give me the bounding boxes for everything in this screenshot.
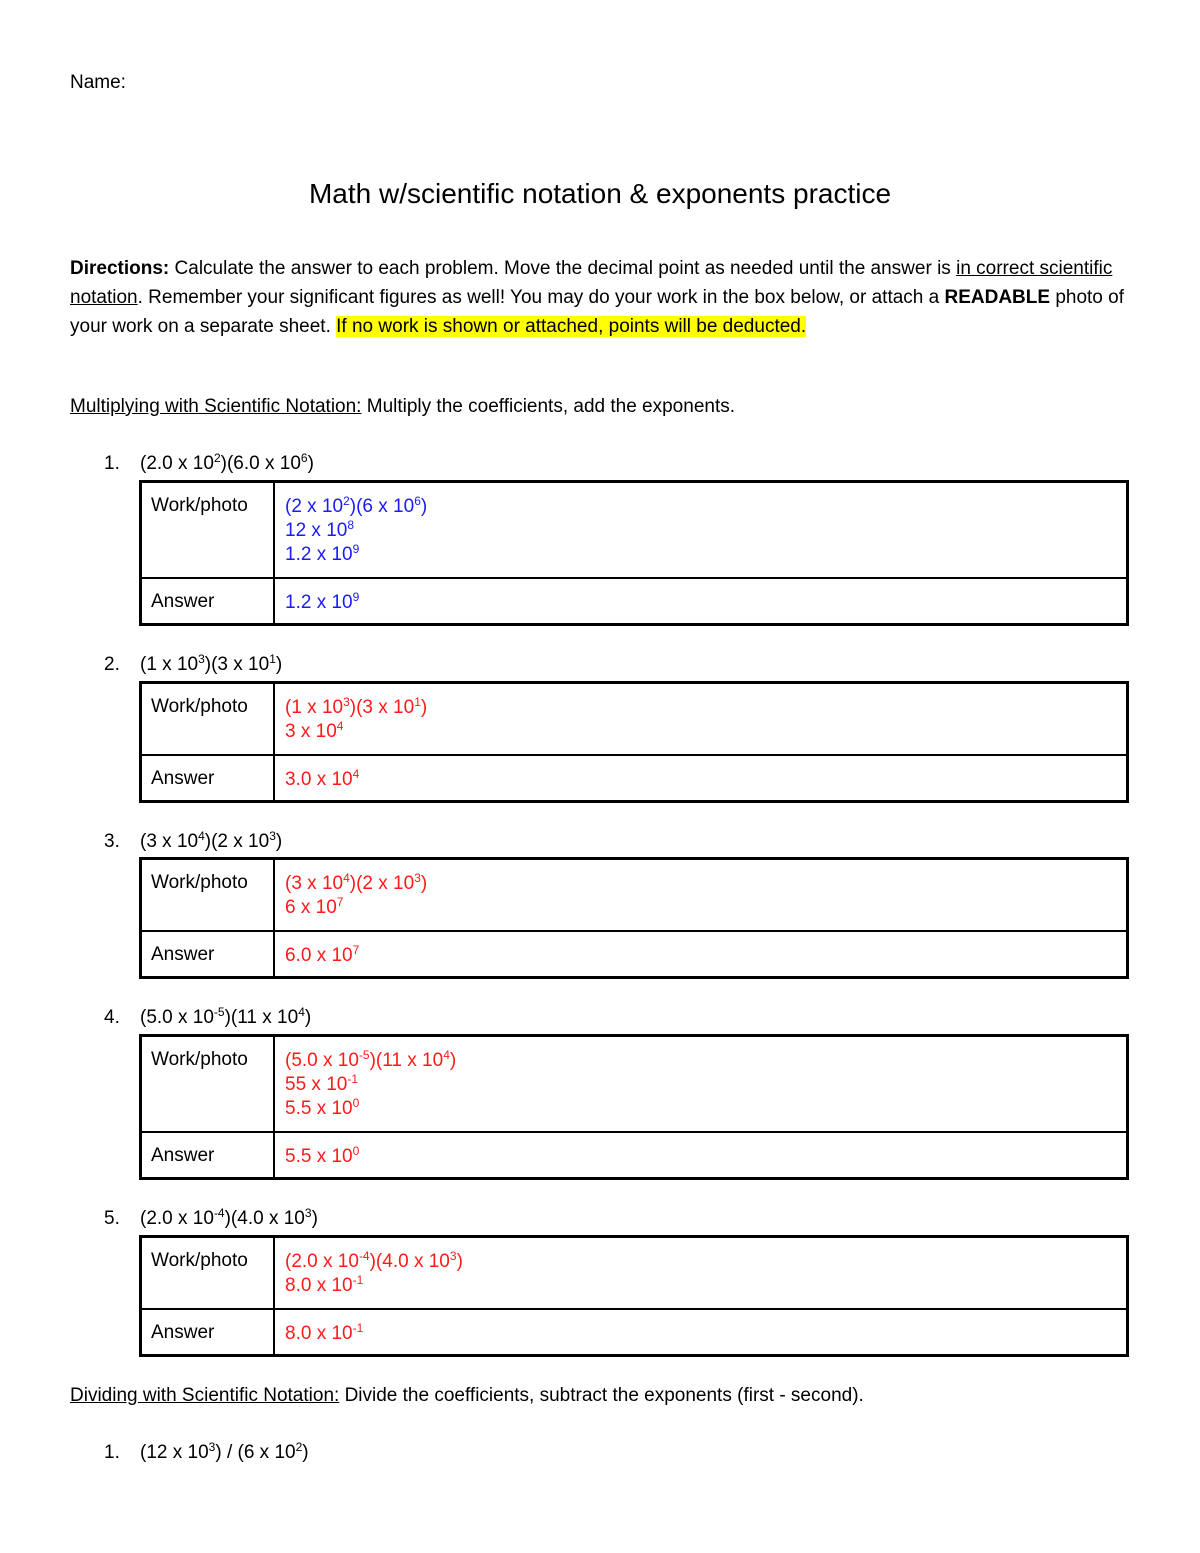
answer-row	[141, 1309, 1128, 1356]
work-line: 8.0 x $10^{-1}$	[285, 1273, 364, 1296]
exponent: 9	[352, 589, 360, 604]
work-label: Work/photo	[141, 482, 275, 578]
problem-expression: (5.0 x $10^{-5})(11$ x $10^4$)	[140, 1005, 312, 1028]
work-line: 1.2 x $10^9$	[285, 542, 360, 565]
directions-paragraph	[70, 254, 1140, 341]
work-row	[141, 683, 1128, 755]
exponent: 4	[343, 871, 350, 885]
directions-text-3: photo of your work on a separate sheet.	[70, 287, 1124, 337]
work-cell[interactable]	[274, 859, 1128, 931]
answer-row	[141, 931, 1128, 978]
directions-bold: READABLE	[944, 287, 1051, 308]
problem-number: 4.	[104, 1007, 120, 1028]
problem-label	[104, 654, 282, 676]
directions-label: Directions:	[70, 258, 170, 279]
work-label: Work/photo	[141, 683, 275, 755]
exponent: 4	[352, 766, 360, 781]
problem-number: 1.	[104, 1442, 120, 1463]
problem-label	[104, 453, 314, 475]
exponent: -4	[358, 1249, 370, 1263]
exponent: 1	[269, 652, 276, 666]
exponent: 3	[198, 652, 205, 666]
exponent: 4	[198, 829, 205, 843]
work-line: 55 x $10^{-1}$	[285, 1072, 358, 1095]
exponent: 4	[443, 1048, 450, 1062]
problem-label	[104, 1208, 318, 1230]
problem-number: 2.	[104, 654, 120, 675]
exponent: 3	[304, 1206, 312, 1220]
problem-number: 5.	[104, 1208, 120, 1229]
problem-label	[104, 1442, 309, 1464]
work-line: (2 x $10^2)(6$ x $10^6$)	[285, 494, 428, 517]
problem-expression: (3 x $10^4)(2$ x $10^3$)	[140, 829, 283, 852]
exponent: 0	[352, 1143, 360, 1158]
work-table	[139, 681, 1129, 803]
exponent: 7	[352, 942, 360, 957]
exponent: 4	[336, 719, 344, 733]
work-cell[interactable]	[274, 1036, 1128, 1132]
exponent: -5	[213, 1005, 225, 1019]
problem-expression: (1 x $10^3)(3$ x $10^1$)	[140, 652, 283, 675]
problem-label	[104, 1007, 311, 1029]
answer-label: Answer	[141, 931, 275, 978]
work-row	[141, 1036, 1128, 1132]
work-row	[141, 482, 1128, 578]
exponent: -1	[352, 1320, 364, 1335]
answer-label: Answer	[141, 1309, 275, 1356]
exponent: 3	[343, 695, 350, 709]
exponent: 2	[343, 494, 350, 508]
work-cell[interactable]	[274, 683, 1128, 755]
work-line: (2.0 x $10^{-4})(4.0$ x $10^3$)	[285, 1249, 463, 1272]
problem-expression: (2.0 x $10^2)(6.0$ x $10^6$)	[140, 451, 314, 474]
exponent: 1	[414, 695, 421, 709]
work-row	[141, 1237, 1128, 1309]
work-line: 5.5 x $10^0$	[285, 1096, 360, 1119]
exponent: -1	[347, 1072, 358, 1086]
multiplying-section-heading	[70, 396, 735, 418]
problem-number: 1.	[104, 453, 120, 474]
work-table	[139, 1235, 1129, 1357]
exponent: 3	[414, 871, 421, 885]
exponent: -4	[213, 1206, 225, 1220]
exponent: 3	[208, 1440, 216, 1454]
work-line: (5.0 x $10^{-5})(11$ x $10^4$)	[285, 1048, 457, 1071]
work-cell[interactable]	[274, 482, 1128, 578]
exponent: 6	[414, 494, 421, 508]
answer-cell[interactable]: 8.0 x $10^{-1}$	[274, 1309, 1128, 1356]
work-table	[139, 1034, 1129, 1180]
directions-underlined: in correct scientific notation	[70, 258, 1113, 308]
exponent: 4	[298, 1005, 305, 1019]
directions-text-1: Calculate the answer to each problem. Move the decimal point as needed until the answer is	[169, 258, 957, 279]
answer-label: Answer	[141, 578, 275, 625]
name-label: Name:	[70, 72, 126, 93]
directions-highlight: If no work is shown or attached, points will be deducted.	[336, 316, 807, 337]
problem-label	[104, 831, 282, 853]
exponent: 7	[336, 895, 344, 909]
work-line: (3 x $10^4)(2$ x $10^3$)	[285, 871, 428, 894]
dividing-heading: Dividing with Scientific Notation:	[70, 1385, 340, 1406]
answer-label: Answer	[141, 1132, 275, 1179]
multiplying-instructions: Multiply the coefficients, add the exponents.	[361, 396, 736, 417]
work-label: Work/photo	[141, 1237, 275, 1309]
exponent: 9	[352, 542, 360, 556]
answer-row	[141, 1132, 1128, 1179]
answer-row	[141, 755, 1128, 802]
exponent: 3	[449, 1249, 457, 1263]
answer-label: Answer	[141, 755, 275, 802]
exponent: -5	[358, 1048, 370, 1062]
problem-expression: (2.0 x $10^{-4})(4.0$ x $10^3$)	[140, 1206, 318, 1229]
exponent: 2	[213, 451, 221, 465]
work-cell[interactable]	[274, 1237, 1128, 1309]
page-title: Math w/scientific notation & exponents practice	[308, 178, 892, 209]
answer-cell[interactable]: 3.0 x $10^4$	[274, 755, 1128, 802]
dividing-instructions: Divide the coefficients, subtract the exponents (first - second).	[339, 1385, 864, 1406]
answer-cell[interactable]: 6.0 x $10^7$	[274, 931, 1128, 978]
exponent: 3	[269, 829, 276, 843]
exponent: 2	[295, 1440, 303, 1454]
work-line: 6 x $10^7$	[285, 895, 344, 918]
work-line: 3 x $10^4$	[285, 719, 344, 742]
exponent: 8	[347, 518, 355, 532]
work-table	[139, 857, 1129, 979]
problem-number: 3.	[104, 831, 120, 852]
problem-expression: (12 x $10^3) / (6$ x $10^2$)	[140, 1440, 309, 1463]
work-table	[139, 480, 1129, 626]
work-row	[141, 859, 1128, 931]
exponent: -1	[352, 1273, 364, 1287]
work-label: Work/photo	[141, 859, 275, 931]
work-line: 12 x $10^8$	[285, 518, 355, 541]
answer-cell[interactable]: 1.2 x $10^9$	[274, 578, 1128, 625]
multiplying-heading: Multiplying with Scientific Notation:	[70, 396, 362, 417]
work-line: (1 x $10^3)(3$ x $10^1$)	[285, 695, 428, 718]
answer-cell[interactable]: 5.5 x $10^0$	[274, 1132, 1128, 1179]
dividing-section-heading	[70, 1385, 864, 1407]
directions-text-2: . Remember your significant figures as well! You may do your work in the box below, or attach a	[137, 287, 945, 308]
exponent: 6	[300, 451, 308, 465]
answer-row	[141, 578, 1128, 625]
exponent: 0	[352, 1096, 360, 1110]
work-label: Work/photo	[141, 1036, 275, 1132]
